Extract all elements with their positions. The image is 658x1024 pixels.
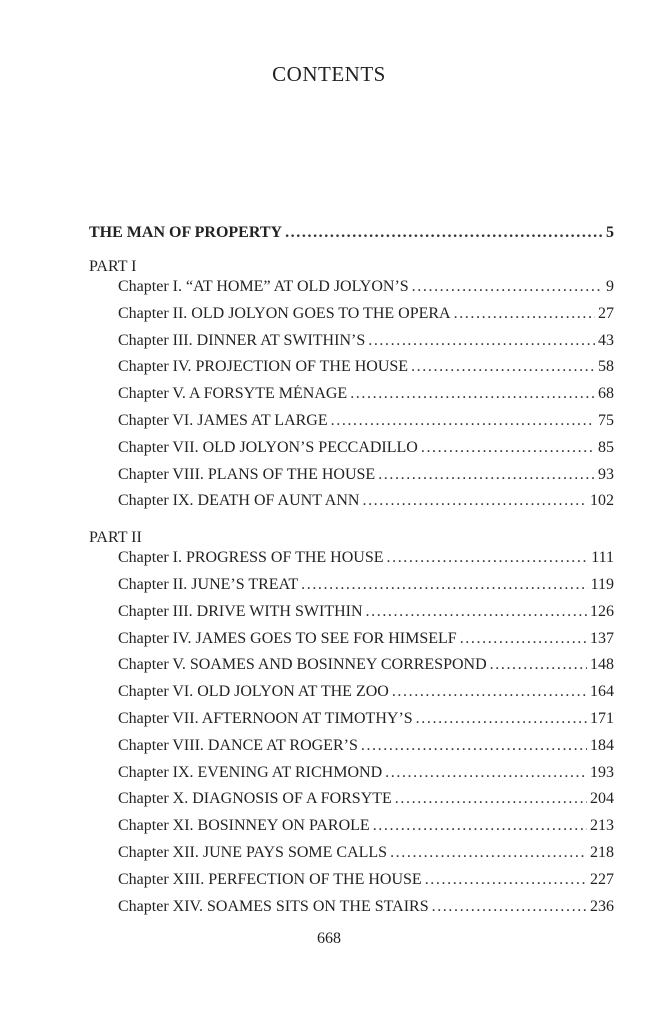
chapter-page-number: 102 <box>590 492 614 510</box>
chapter-title: Chapter IV. PROJECTION OF THE HOUSE <box>118 358 409 376</box>
chapter-page-number: 126 <box>590 602 614 620</box>
dot-leader <box>378 466 595 484</box>
chapter-page-number: 93 <box>598 465 614 483</box>
chapter-page-number: 193 <box>590 763 614 781</box>
chapter-page-number: 75 <box>598 411 614 429</box>
dot-leader <box>366 603 587 621</box>
chapter-title: Chapter I. PROGRESS OF THE HOUSE <box>118 549 384 567</box>
dot-leader <box>425 871 587 889</box>
table-of-contents <box>89 224 614 924</box>
chapter-title: Chapter XIV. SOAMES SITS ON THE STAIRS <box>118 897 429 915</box>
toc-chapter-entry <box>89 871 614 898</box>
chapter-title: Chapter V. SOAMES AND BOSINNEY CORRESPOND <box>118 656 487 674</box>
dot-leader <box>362 492 587 510</box>
chapter-title: Chapter VIII. DANCE AT ROGER’S <box>118 736 358 754</box>
toc-chapter-entry <box>89 278 614 305</box>
toc-chapter-entry <box>89 385 614 412</box>
chapter-title: Chapter X. DIAGNOSIS OF A FORSYTE <box>118 790 392 808</box>
toc-chapter-entry <box>89 439 614 466</box>
dot-leader <box>331 412 595 430</box>
dot-leader <box>392 683 587 701</box>
chapter-title: Chapter XII. JUNE PAYS SOME CALLS <box>118 843 388 861</box>
part-heading: PART II <box>89 529 142 547</box>
toc-chapter-entry <box>89 492 614 519</box>
dot-leader <box>460 630 587 648</box>
dot-leader <box>285 224 603 242</box>
chapter-page-number: 119 <box>590 575 614 593</box>
dot-leader <box>395 790 587 808</box>
page-number: 668 <box>317 930 341 947</box>
dot-leader <box>350 385 595 403</box>
dot-leader <box>412 278 603 296</box>
chapter-page-number: 164 <box>590 683 614 701</box>
dot-leader <box>387 549 589 567</box>
chapter-title: Chapter VIII. PLANS OF THE HOUSE <box>118 465 376 483</box>
chapter-page-number: 85 <box>598 438 614 456</box>
toc-chapter-entry <box>89 898 614 925</box>
toc-chapter-entry <box>89 844 614 871</box>
chapter-title: Chapter III. DINNER AT SWITHIN’S <box>118 331 366 349</box>
chapter-page-number: 111 <box>591 549 614 567</box>
chapter-title: Chapter V. A FORSYTE MÉNAGE <box>118 385 348 403</box>
toc-chapter-entry <box>89 817 614 844</box>
toc-chapter-entry <box>89 630 614 657</box>
chapter-title: Chapter XI. BOSINNEY ON PAROLE <box>118 817 370 835</box>
dot-leader <box>421 439 595 457</box>
chapter-page-number: 43 <box>598 331 614 349</box>
page-title: CONTENTS <box>272 62 386 86</box>
parts-list <box>89 256 614 924</box>
dot-leader <box>490 656 587 674</box>
toc-chapter-entry <box>89 332 614 359</box>
dot-leader <box>390 844 587 862</box>
toc-main-entry <box>89 224 614 252</box>
chapter-title: Chapter VII. AFTERNOON AT TIMOTHY’S <box>118 709 413 727</box>
toc-chapter-entry <box>89 656 614 683</box>
toc-chapter-entry <box>89 549 614 576</box>
dot-leader <box>385 764 587 782</box>
chapter-page-number: 68 <box>598 385 614 403</box>
chapter-title: Chapter XIII. PERFECTION OF THE HOUSE <box>118 870 422 888</box>
toc-chapter-entry <box>89 412 614 439</box>
chapter-title: Chapter I. “AT HOME” AT OLD JOLYON’S <box>118 278 409 295</box>
dot-leader <box>432 898 587 916</box>
dot-leader <box>416 710 587 728</box>
chapter-title: Chapter III. DRIVE WITH SWITHIN <box>118 602 363 620</box>
chapter-title: Chapter VII. OLD JOLYON’S PECCADILLO <box>118 438 418 456</box>
toc-chapter-entry <box>89 710 614 737</box>
dot-leader <box>373 817 587 835</box>
toc-chapter-entry <box>89 683 614 710</box>
dot-leader <box>361 737 587 755</box>
chapter-page-number: 236 <box>590 897 614 915</box>
toc-chapter-entry <box>89 466 614 493</box>
part-heading: PART I <box>89 258 137 275</box>
toc-chapter-entry <box>89 358 614 385</box>
chapter-page-number: 9 <box>606 278 614 295</box>
toc-entry-label: THE MAN OF PROPERTY <box>89 224 283 241</box>
chapter-title: Chapter IV. JAMES GOES TO SEE FOR HIMSELF <box>118 629 457 647</box>
chapter-page-number: 204 <box>590 790 614 808</box>
toc-chapter-entry <box>89 305 614 332</box>
toc-chapter-entry <box>89 576 614 603</box>
dot-leader <box>454 305 595 323</box>
toc-entry-page: 5 <box>606 224 614 241</box>
chapter-title: Chapter II. JUNE’S TREAT <box>118 575 299 593</box>
dot-leader <box>368 332 595 350</box>
chapter-title: Chapter IX. DEATH OF AUNT ANN <box>118 492 360 510</box>
chapter-page-number: 227 <box>590 870 614 888</box>
dot-leader <box>411 358 595 376</box>
chapter-page-number: 218 <box>590 843 614 861</box>
chapter-page-number: 171 <box>590 709 614 727</box>
chapter-title: Chapter VI. OLD JOLYON AT THE ZOO <box>118 683 389 701</box>
dot-leader <box>301 576 587 594</box>
chapter-page-number: 137 <box>590 629 614 647</box>
chapter-page-number: 58 <box>598 358 614 376</box>
toc-chapter-entry <box>89 790 614 817</box>
toc-chapter-entry <box>89 764 614 791</box>
chapter-page-number: 148 <box>590 656 614 674</box>
chapter-page-number: 184 <box>590 736 614 754</box>
chapter-page-number: 27 <box>598 304 614 322</box>
toc-chapter-entry <box>89 603 614 630</box>
chapter-title: Chapter IX. EVENING AT RICHMOND <box>118 763 383 781</box>
chapter-page-number: 213 <box>590 817 614 835</box>
toc-chapter-entry <box>89 737 614 764</box>
chapter-title: Chapter VI. JAMES AT LARGE <box>118 411 328 429</box>
chapter-title: Chapter II. OLD JOLYON GOES TO THE OPERA <box>118 304 451 322</box>
